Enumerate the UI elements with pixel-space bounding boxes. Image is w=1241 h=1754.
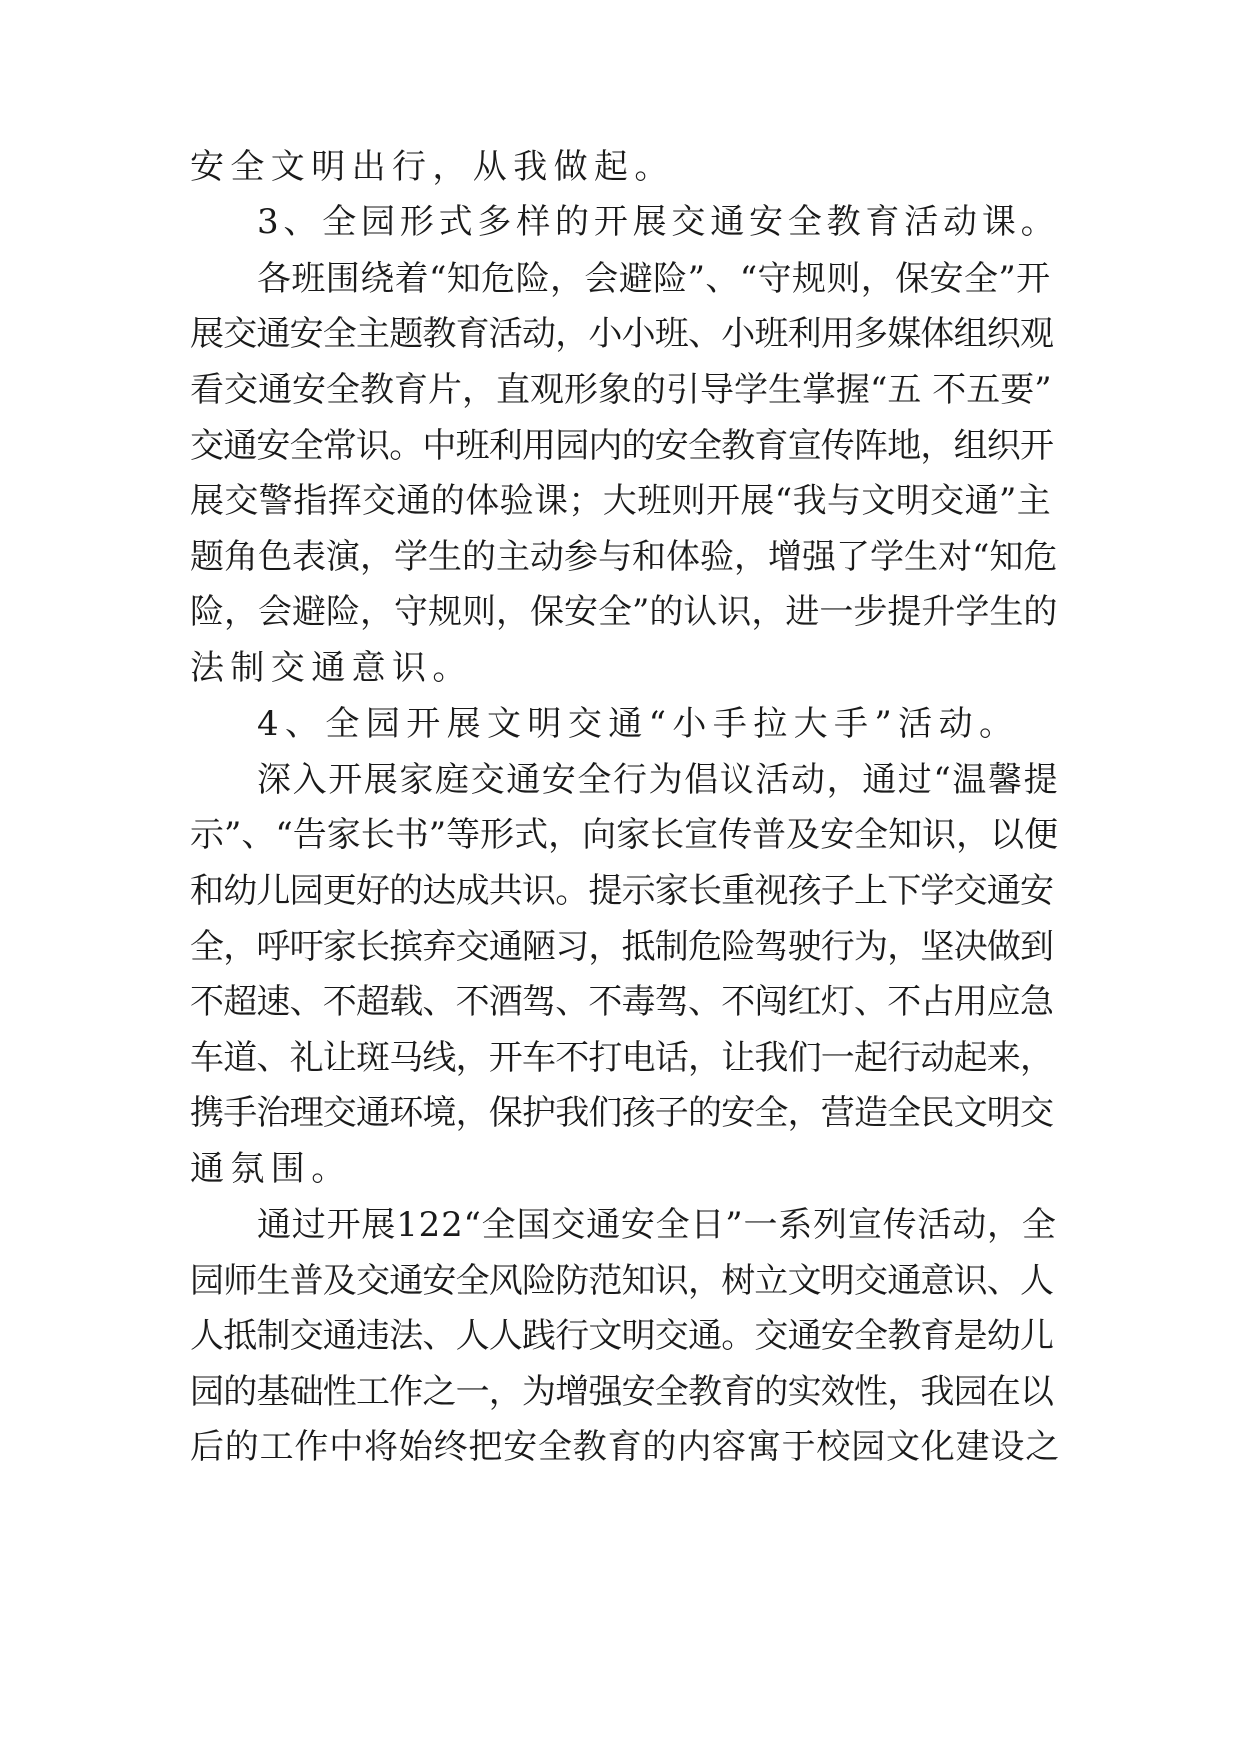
text-line: 险，会避险，守规则，保安全”的认识，进一步提升学生的 <box>190 592 1058 632</box>
section-heading: 3、全园形式多样的开展交通安全教育活动课。 <box>257 202 1060 242</box>
text-line: 携手治理交通环境，保护我们孩子的安全，营造全民文明交 <box>190 1093 1054 1133</box>
text-line: 车道、礼让斑马线，开车不打电话，让我们一起行动起来， <box>190 1038 1054 1078</box>
text-line: 全，呼吁家长摈弃交通陋习，抵制危险驾驶行为，坚决做到 <box>190 927 1054 967</box>
text-line: 人抵制交通违法、人人践行文明交通。交通安全教育是幼儿 <box>190 1316 1054 1356</box>
text-line: 后的工作中将始终把安全教育的内容寓于校园文化建设之 <box>190 1427 1060 1467</box>
text-line: 各班围绕着“知危险，会避险”、“守规则，保安全”开 <box>257 259 1051 299</box>
text-line: 深入开展家庭交通安全行为倡议活动，通过“温馨提 <box>257 760 1060 800</box>
text-line: 题角色表演，学生的主动参与和体验，增强了学生对“知危 <box>190 537 1058 577</box>
text-line: 看交通安全教育片，直观形象的引导学生掌握“五 不五要” <box>190 370 1052 410</box>
text-line: 通氛围。 <box>190 1149 352 1189</box>
text-line: 交通安全常识。中班利用园内的安全教育宣传阵地，组织开 <box>190 426 1054 466</box>
text-line: 示”、“告家长书”等形式，向家长宣传普及安全知识，以便 <box>190 815 1059 855</box>
text-line: 法制交通意识。 <box>190 648 473 688</box>
text-line: 和幼儿园更好的达成共识。提示家长重视孩子上下学交通安 <box>190 871 1054 911</box>
text-line: 通过开展122“全国交通安全日”一系列宣传活动，全 <box>257 1205 1057 1245</box>
text-line: 展交警指挥交通的体验课；大班则开展“我与文明交通”主 <box>190 481 1052 521</box>
text-line: 园师生普及交通安全风险防范知识，树立文明交通意识、人 <box>190 1261 1054 1301</box>
text-line: 园的基础性工作之一，为增强安全教育的实效性，我园在以 <box>190 1372 1054 1412</box>
text-line: 不超速、不超载、不酒驾、不毒驾、不闯红灯、不占用应急 <box>190 982 1054 1022</box>
text-line: 安全文明出行，从我做起。 <box>190 147 675 187</box>
section-heading: 4、全园开展文明交通“小手拉大手”活动。 <box>257 704 1020 744</box>
text-line: 展交通安全主题教育活动，小小班、小班利用多媒体组织观 <box>190 314 1054 354</box>
